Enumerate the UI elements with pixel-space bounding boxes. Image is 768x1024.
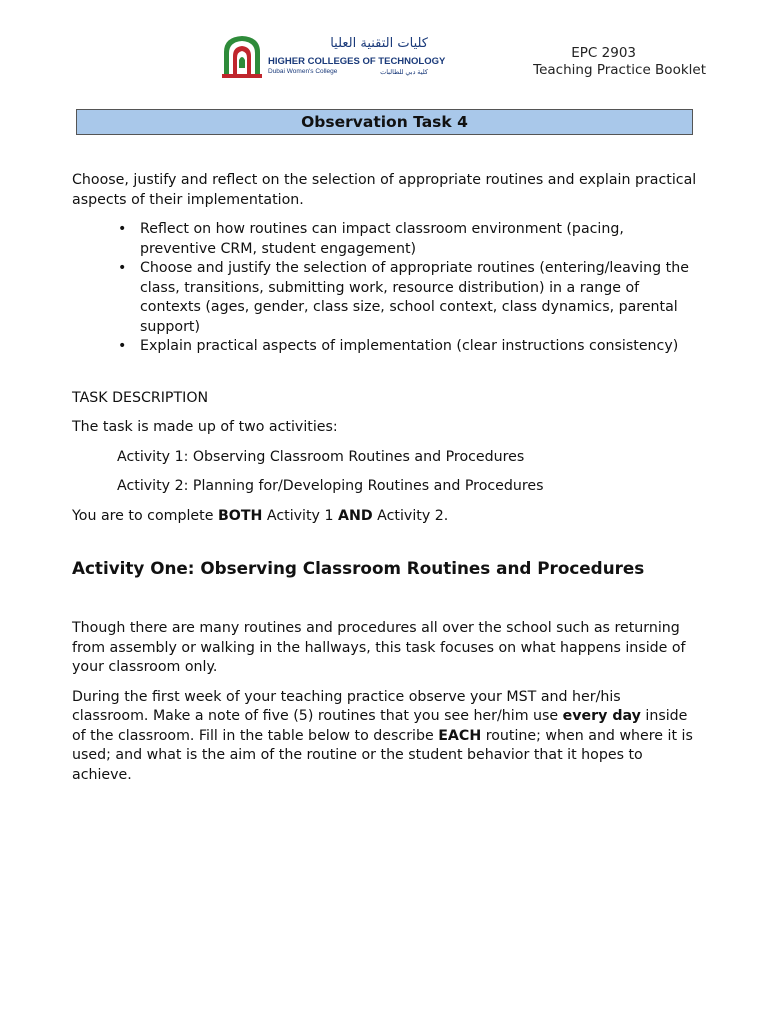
task-description-lead: The task is made up of two activities: bbox=[72, 419, 338, 435]
task-title-banner: Observation Task 4 bbox=[76, 109, 693, 135]
activity-one-heading: Activity One: Observing Classroom Routines and Procedures bbox=[72, 558, 645, 578]
intro-paragraph: Choose, justify and reflect on the selection of appropriate routines and explain practical aspects of their implementation. bbox=[72, 172, 697, 208]
list-item: • Reflect on how routines can impact classroom environment (pacing, preventive CRM, student engagement) bbox=[140, 220, 697, 259]
para2-part-a: During the first week of your teaching practice observe your MST and her/his classroom. Make a note of five (5) routines that you see her/him use bbox=[72, 688, 621, 724]
activity-1-line: Activity 1: Observing Classroom Routines and Procedures bbox=[117, 448, 525, 465]
logo-arabic-name: كليات التقنية العليا bbox=[330, 36, 428, 51]
course-code: EPC 2903 bbox=[571, 45, 636, 61]
activity-one-paragraph-1: Though there are many routines and procedures all over the school such as returning from assembly or walking in the hallways, this task focuses on what happens inside of your classroom only. bbox=[72, 620, 686, 675]
activity-2-line: Activity 2: Planning for/Developing Routines and Procedures bbox=[117, 478, 544, 494]
task-description-heading: TASK DESCRIPTION bbox=[72, 389, 209, 406]
para2-part-e: routine; when and where it is used; and what is the aim of the routine or the student behavior that it hopes to achieve. bbox=[72, 727, 693, 783]
and-emphasis: AND bbox=[338, 507, 373, 524]
list-item: • Choose and justify the selection of appropriate routines (entering/leaving the class, transitions, submitting work, resource distribution) in a range of contexts (ages, gender, class size, school context, class dynamics, parental support) bbox=[140, 259, 697, 337]
logo-college-line bbox=[268, 68, 428, 75]
complete-pre: You are to complete bbox=[72, 507, 218, 524]
logo-english-name: HIGHER COLLEGES OF TECHNOLOGY bbox=[268, 56, 446, 67]
activity-one-paragraph-2 bbox=[72, 688, 697, 786]
page-content bbox=[72, 171, 697, 785]
every-day-emphasis: every day bbox=[562, 708, 641, 724]
complete-mid: Activity 1 bbox=[262, 507, 339, 524]
logo-college-en: Dubai Women's College bbox=[268, 68, 338, 75]
complete-both-line bbox=[72, 507, 697, 527]
complete-post: Activity 2. bbox=[372, 507, 449, 524]
booklet-title: Teaching Practice Booklet bbox=[533, 62, 706, 78]
each-emphasis: EACH bbox=[438, 727, 482, 744]
objectives-list bbox=[72, 220, 697, 357]
college-emblem-icon bbox=[220, 34, 264, 78]
both-emphasis: BOTH bbox=[217, 507, 263, 524]
logo-college-ar: كلية دبي للطالبات bbox=[380, 69, 428, 76]
list-item: • Explain practical aspects of implementation (clear instructions consistency) bbox=[140, 337, 697, 357]
para2-part-c: inside of the classroom. Fill in the table below to describe bbox=[72, 708, 688, 744]
college-logo bbox=[220, 34, 446, 80]
